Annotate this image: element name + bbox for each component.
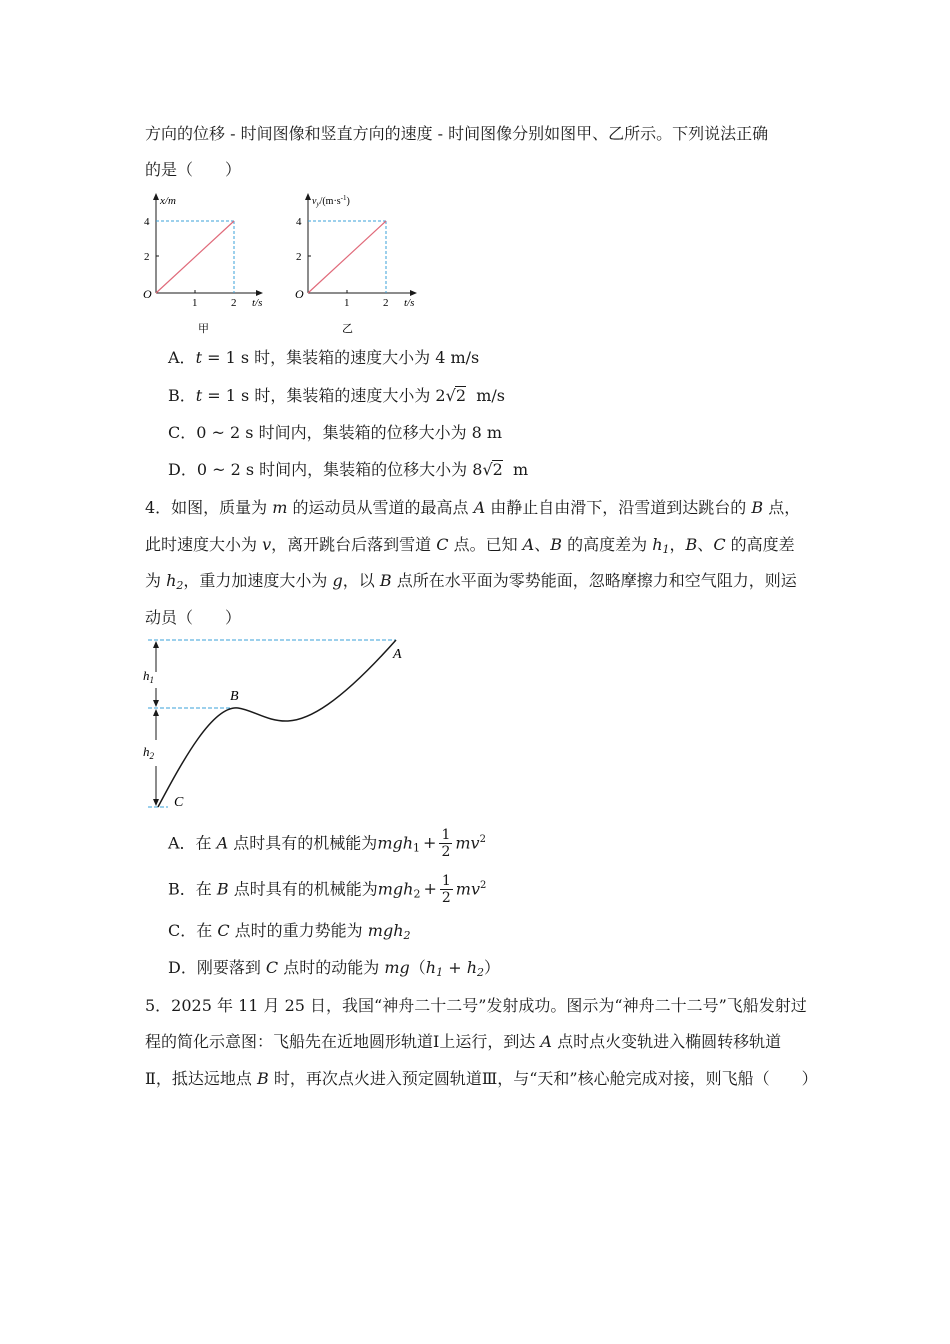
x-tick-2: 2	[383, 297, 389, 309]
q3-option-d[interactable]: D．0 ~ 2 s 时间内，集装箱的位移大小为 8√2 m	[168, 460, 529, 479]
caption-yi: 乙	[342, 323, 353, 335]
slope-curve	[158, 640, 396, 807]
q3-stem-line1: 方向的位移 - 时间图像和竖直方向的速度 - 时间图像分别如图甲、乙所示。下列说法正确	[145, 124, 769, 143]
point-a-label: A	[393, 647, 402, 662]
ski-slope-figure	[138, 630, 418, 815]
y-tick-4: 4	[144, 216, 150, 228]
x-tick-1: 1	[192, 297, 198, 309]
q3-option-a[interactable]: A．t = 1 s 时，集装箱的速度大小为 4 m/s	[168, 348, 480, 367]
q5-stem-line3: Ⅱ，抵达远地点 B 时，再次点火进入预定圆轨道Ⅲ，与“天和”核心舱完成对接，则飞船（ ）	[145, 1069, 818, 1088]
data-line	[308, 221, 386, 293]
point-c-label: C	[174, 795, 184, 810]
graph-jia	[140, 188, 280, 338]
x-tick-1: 1	[344, 297, 350, 309]
q4-stem-line4: 动员（ ）	[145, 608, 242, 627]
q4-stem-line2: 此时速度大小为 v，离开跳台后落到雪道 C 点。已知 A、B 的高度差为 $h_1$，B、C 的高度差	[145, 535, 795, 556]
x-axis-label: t/s	[404, 297, 415, 309]
q4-option-a[interactable]: A．在 A 点时具有的机械能为mgh$_1$ + $\frac{1}{2}$ $mv^2$	[168, 827, 486, 861]
y-tick-2: 2	[144, 251, 150, 263]
q3-option-b[interactable]: B．t = 1 s 时，集装箱的速度大小为 2√2 m/s	[168, 386, 505, 405]
data-line	[156, 221, 234, 293]
q3-stem-line2: 的是（ ）	[145, 160, 242, 179]
x-tick-2: 2	[231, 297, 237, 309]
q5-stem-line1: 5．2025 年 11 月 25 日，我国“神舟二十二号”发射成功。图示为“神舟二十二号”飞船发射过	[145, 996, 807, 1015]
q5-stem-line2: 程的简化示意图：飞船先在近地圆形轨道Ⅰ上运行，到达 A 点时点火变轨进入椭圆转移轨道	[145, 1032, 782, 1051]
origin-label: O	[295, 287, 304, 301]
graph-yi	[292, 188, 432, 338]
q4-stem-line3: 为 $h_2$，重力加速度大小为 g，以 B 点所在水平面为零势能面，忽略摩擦力和空气阻力，则运	[145, 571, 797, 592]
origin-label: O	[143, 287, 152, 301]
q4-option-c[interactable]: C．在 C 点时的重力势能为 mgh$_2$	[168, 921, 411, 942]
y-tick-2: 2	[296, 251, 302, 263]
y-tick-4: 4	[296, 216, 302, 228]
y-axis-label: $v_y/(m\cdot s^{-1})$	[312, 194, 350, 208]
q4-option-d[interactable]: D．刚要落到 C 点时的动能为 $mg(h_1 + h_2)$	[168, 958, 501, 979]
point-b-label: B	[230, 689, 239, 704]
q4-option-b[interactable]: B．在 B 点时具有的机械能为mgh$_2$ + $\frac{1}{2}$ $mv^2$	[168, 873, 487, 907]
q4-stem-line1: 4．如图，质量为 m 的运动员从雪道的最高点 A 由静止自由滑下，沿雪道到达跳台的 B 点，	[145, 498, 801, 517]
h1-label: $h_1$	[143, 668, 154, 685]
h2-label: $h_2$	[143, 744, 154, 761]
x-axis-label: t/s	[252, 297, 263, 309]
caption-jia: 甲	[198, 323, 209, 335]
y-axis-label: x/m	[160, 195, 176, 207]
q3-option-c[interactable]: C．0 ~ 2 s 时间内，集装箱的位移大小为 8 m	[168, 423, 503, 442]
